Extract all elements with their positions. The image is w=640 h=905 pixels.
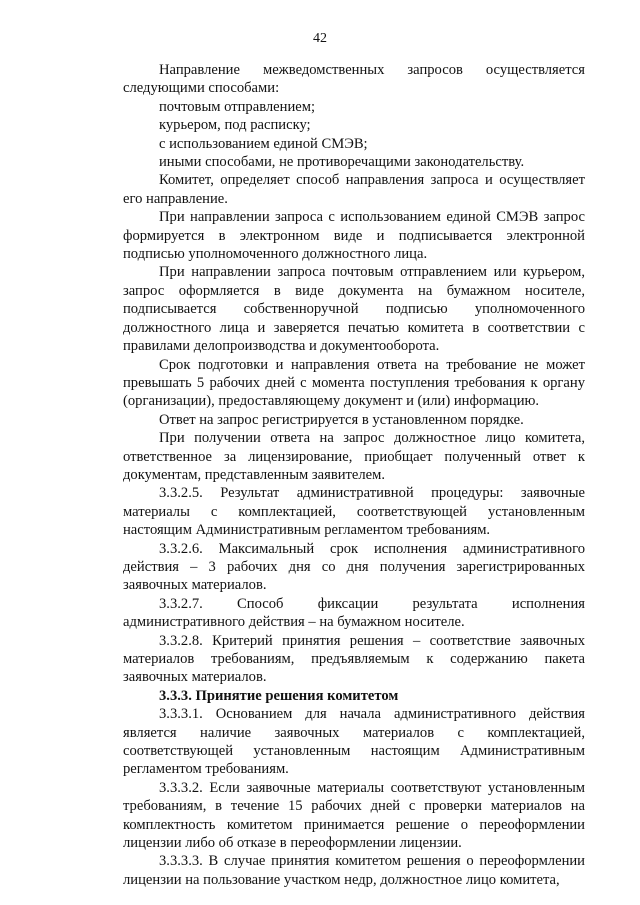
paragraph-3-3-2-8: 3.3.2.8. Критерий принятия решения – соответствие заявочных материалов требованиям, предъявляемым к содержанию пакета заявочных материалов. (123, 632, 585, 686)
paragraph-paper-request: При направлении запроса почтовым отправлением или курьером, запрос оформляется в виде документа на бумажном носителе, подписывается собственноручной подписью уполномоченного должностного лица и заверяется печатью комитета в соответствии с правилами делопроизводства и документооборота. (123, 264, 585, 355)
list-item-courier: курьером, под расписку; (159, 117, 311, 134)
paragraph-3-3-3-2: 3.3.3.2. Если заявочные материалы соответствуют установленным требованиям, в течение 15 рабочих дней с проверки материалов на комплектность комитетом принимается решение о переоформлении лицензии либо об отказе в переоформлении лицензии. (123, 779, 585, 852)
paragraph-smev-request: При направлении запроса с использованием единой СМЭВ запрос формируется в электронном виде и подписывается электронной подписью уполномоченного должностного лица. (123, 209, 585, 263)
section-heading-3-3-3: 3.3.3. Принятие решения комитетом (159, 687, 399, 704)
paragraph-3-3-2-6: 3.3.2.6. Максимальный срок исполнения административного действия – 3 рабочих дня со дня получения зарегистрированных заявочных материалов. (123, 540, 585, 594)
paragraph-3-3-2-5: 3.3.2.5. Результат административной процедуры: заявочные материалы с комплектацией, соответствующей установленным настоящим Административным регламентом требованиям. (123, 485, 585, 539)
paragraph-response-deadline: Срок подготовки и направления ответа на требование не может превышать 5 рабочих дней с момента поступления требования к органу (организации), предоставляющему документ и (или) информацию. (123, 356, 585, 410)
list-item-postal: почтовым отправлением; (159, 98, 316, 115)
list-item-smev: с использованием единой СМЭВ; (159, 135, 368, 152)
paragraph-3-3-3-1: 3.3.3.1. Основанием для начала административного действия является наличие заявочных материалов с комплектацией, соответствующей установленным настоящим Административным регламентом требованиям. (123, 706, 585, 778)
page-number: 42 (313, 31, 327, 46)
paragraph-response-registration: Ответ на запрос регистрируется в установленном порядке. (159, 411, 524, 428)
list-item-other-ways: иными способами, не противоречащими законодательству. (159, 154, 525, 171)
paragraph-3-3-3-3: 3.3.3.3. В случае принятия комитетом решения о переоформлении лицензии на пользование участком недр, должностное лицо комитета, (123, 853, 585, 888)
paragraph-committee-method: Комитет, определяет способ направления запроса и осуществляет его направление. (123, 172, 585, 207)
paragraph-3-3-2-7: 3.3.2.7. Способ фиксации результата исполнения административного действия – на бумажном носителе. (123, 595, 585, 631)
paragraph-response-attachment: При получении ответа на запрос должностное лицо комитета, ответственное за лицензирование, приобщает полученный ответ к документам, представленным заявителем. (123, 430, 585, 483)
paragraph-request-methods-intro: Направление межведомственных запросов осуществляется следующими способами: (123, 62, 585, 97)
document-body (123, 61, 585, 889)
